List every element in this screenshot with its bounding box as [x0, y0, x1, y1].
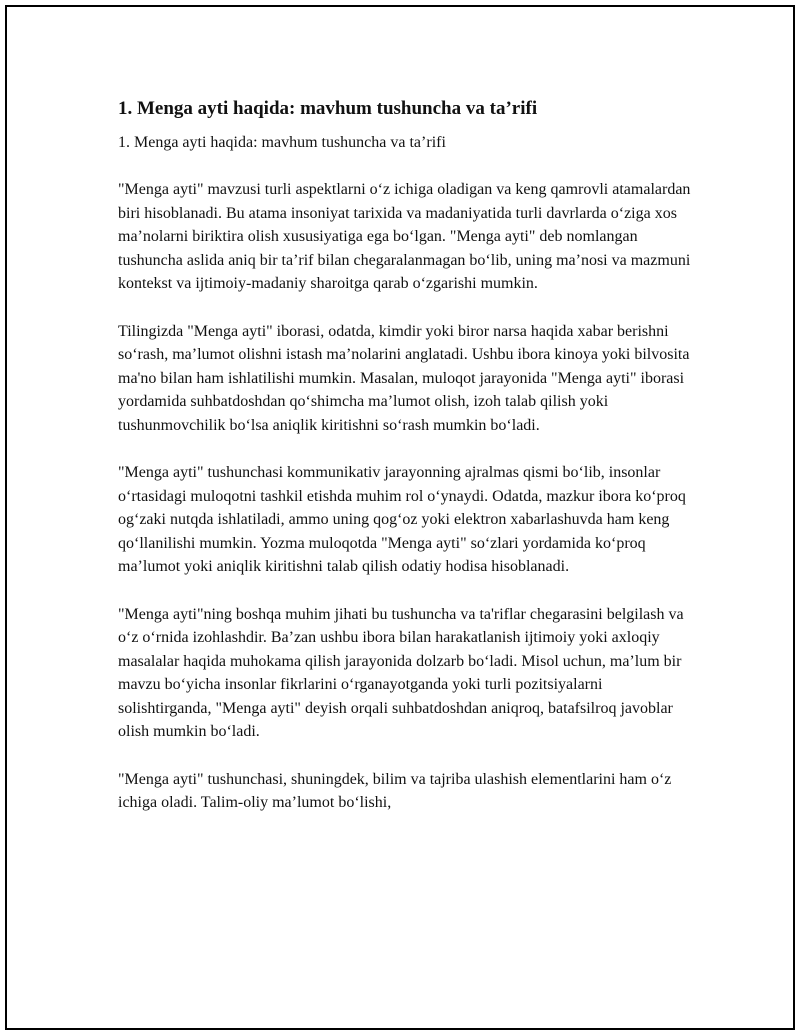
paragraph: "Menga ayti" tushunchasi kommunikativ jarayonning ajralmas qismi bo‘lib, insonlar o‘rtasidagi muloqotni tashkil etishda muhim rol o‘ynaydi. Odatda, mazkur ibora ko‘proq og‘zaki nutqda ishlatiladi, ammo uning qog‘oz yoki elektron xabarlashuvda ham keng qo‘llanilishi mumkin. Yozma muloqotda "Menga ayti" so‘zlari yordamida ko‘proq ma’lumot yoki aniqlik kiritishni talab qilish odatiy hodisa hisoblanadi. — [118, 464, 686, 575]
document-heading: 1. Menga ayti haqida: mavhum tushuncha va ta’rifi — [118, 98, 538, 119]
paragraph: "Menga ayti" mavzusi turli aspektlarni o‘z ichiga oladigan va keng qamrovli atamalardan biri hisoblanadi. Bu atama insoniyat tarixida va madaniyatida turli davrlarda o‘ziga xos ma’nolarni biriktira olish xususiyatiga ega bo‘lgan. "Menga ayti" deb nomlangan tushuncha aslida aniq bir ta’rif bilan chegaralanmagan bo‘lib, uning ma’nosi va mazmuni kontekst va ijtimoiy-madaniy sharoitga qarab o‘zgarishi mumkin. — [118, 181, 691, 292]
section-subheading: 1. Menga ayti haqida: mavhum tushuncha va ta’rifi — [118, 134, 446, 151]
paragraph: Tilingizda "Menga ayti" iborasi, odatda, kimdir yoki biror narsa haqida xabar berishni so‘rash, ma’lumot olishni istash ma’nolarini anglatadi. Ushbu ibora kinoya yoki bilvosita ma'no bilan ham ishlatilishi mumkin. Masalan, muloqot jarayonida "Menga ayti" iborasi yordamida suhbatdoshdan qo‘shimcha ma’lumot olish, izoh talab qilish yoki tushunmovchilik bo‘lsa aniqlik kiritishni so‘rash mumkin bo‘ladi. — [118, 322, 690, 434]
paragraph: "Menga ayti" tushunchasi, shuningdek, bilim va tajriba ulashish elementlarini ham o‘z ichiga oladi. Talim-oliy ma’lumot bo‘lishi, — [118, 770, 672, 811]
document-body — [118, 95, 698, 839]
document-page — [5, 5, 795, 1030]
paragraph: "Menga ayti"ning boshqa muhim jihati bu tushuncha va ta'riflar chegarasini belgilash va o‘z o‘rnida izohlashdir. Ba’zan ushbu ibora bilan harakatlanish ijtimoiy yoki axloqiy masalalar haqida muhokama qilish jarayonida dolzarb bo‘ladi. Misol uchun, ma’lum bir mavzu bo‘yicha insonlar fikrlarini o‘rganayotganda yoki turli pozitsiyalarni solishtirganda, "Menga ayti" deyish orqali suhbatdoshdan aniqroq, batafsilroq javoblar olish mumkin bo‘ladi. — [118, 605, 684, 740]
